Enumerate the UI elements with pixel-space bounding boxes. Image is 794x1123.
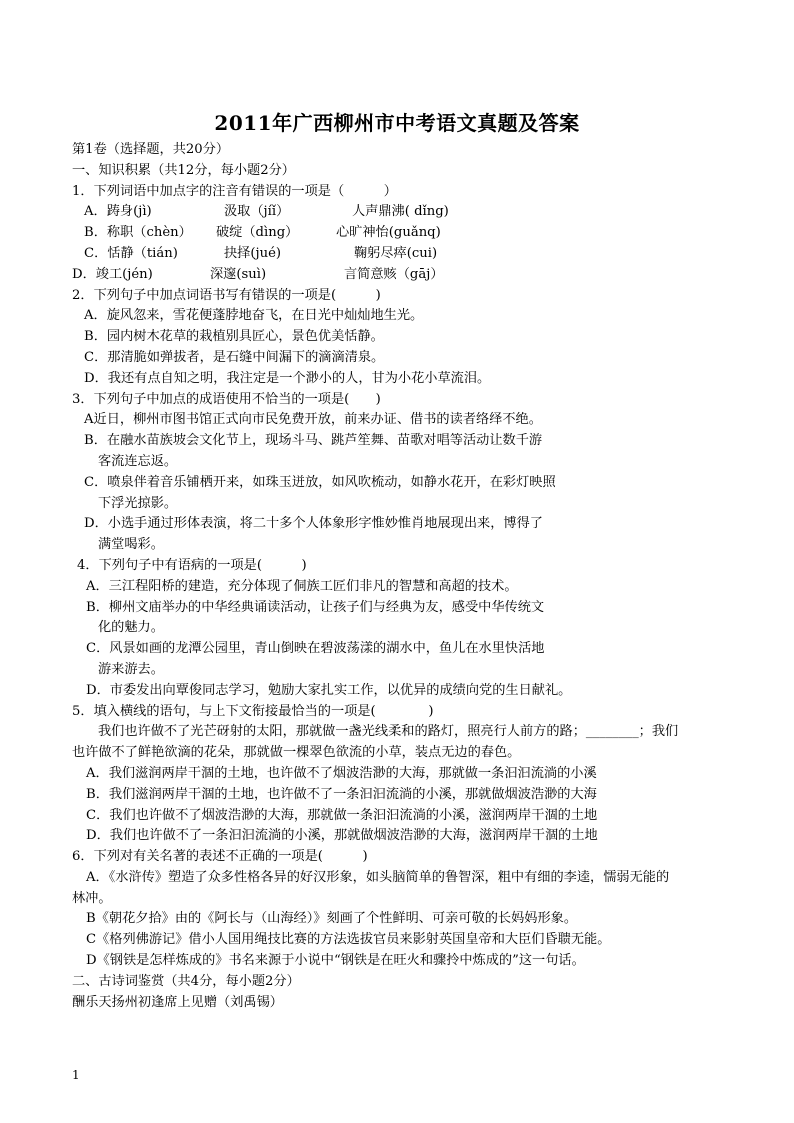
option-item: C．喷泉伴着音乐铺栖开来，如珠玉迸放，如风吹梳动，如静水花开，在彩灯映照 — [84, 474, 556, 490]
option-item: 抉择(jué) — [224, 245, 282, 261]
option-item: C．我们也许做不了烟波浩渺的大海，那就做一条汩汩流淌的小溪，滋润两岸干涸的土地 — [86, 807, 598, 823]
option-continuation: 下浮光掠影。 — [98, 495, 178, 511]
option-item: 人声鼎沸( dǐng) — [352, 204, 449, 220]
option-item: 破绽（dìng） — [216, 225, 299, 241]
section-header: 第1卷（选择题，共20分） — [72, 142, 230, 157]
question-3: 3．下列句子中加点的成语使用不恰当的一项是( ) — [72, 391, 381, 407]
question-1: 1．下列词语中加点字的注音有错误的一项是（ ） — [72, 183, 397, 199]
document-body — [72, 140, 722, 1013]
question-1-options-a — [72, 202, 722, 223]
question-1-options-c — [72, 244, 722, 265]
option-item: 汲取（jíǐ） — [224, 204, 290, 220]
option-continuation: 游来游去。 — [98, 661, 164, 677]
option-continuation: 满堂喝彩。 — [98, 537, 164, 553]
option-item: A．三江程阳桥的建造，充分体现了侗族工匠们非凡的智慧和高超的技术。 — [86, 578, 518, 594]
option-item: A．我们滋润两岸干涸的土地，也许做不了烟波浩渺的大海，那就做一条汩汩流淌的小溪 — [86, 765, 597, 781]
option-item: A．踌身(jì) — [84, 204, 152, 220]
section-header: 一、知识积累（共12分，每小题2分） — [72, 162, 295, 178]
option-item: D．竣工(jén) — [72, 266, 153, 282]
option-item: B．园内树木花草的栽植别具匠心，景色优美恬静。 — [84, 329, 384, 345]
option-item: C《格列佛游记》借小人国用绳技比赛的方法选拔官员来影射英国皇帝和大臣们昏聩无能。 — [86, 932, 611, 948]
option-item: D《钢铁是怎样炼成的》书名来源于小说中“钢铁是在旺火和骤拎中炼成的”这一句话。 — [86, 953, 585, 969]
option-item: B．称职（chèn） — [84, 225, 192, 241]
option-item: C．那清脆如弹拔者，是石缝中间漏下的滴滴清泉。 — [84, 349, 385, 365]
option-item: B．在融水苗族坡会文化节上，现场斗马、跳芦笙舞、苗歌对唱等活动让数千游 — [84, 433, 543, 449]
option-continuation: 客流连忘返。 — [98, 453, 178, 469]
question-1-options-b — [72, 223, 722, 244]
option-item: D．小选手通过形体表演，将二十多个人体象形字惟妙惟肖地展现出来，博得了 — [84, 516, 543, 532]
page-number: 1 — [72, 1068, 80, 1082]
option-item: C．风景如画的龙潭公园里，青山倒映在碧波荡漾的湖水中，鱼儿在水里快活地 — [86, 641, 545, 657]
option-item: B．柳州文庙举办的中华经典诵读活动，让孩子们与经典为友，感受中华传统文 — [86, 599, 545, 615]
option-item: 深邃(suì) — [210, 266, 267, 282]
poem-title: 酬乐天扬州初逢席上见赠（刘禹锡） — [72, 994, 283, 1010]
option-item: 心旷神怡(guǎnq) — [336, 225, 441, 241]
question-5: 5．填入横线的语句，与上下文衔接最恰当的一项是( ) — [72, 703, 434, 719]
option-continuation: 化的魅力。 — [98, 620, 164, 636]
option-item: 言简意赅（gāj） — [344, 266, 444, 282]
option-item: A．旋风忽来，雪花便蓬脖地奋飞，在日光中灿灿地生光。 — [84, 308, 424, 324]
option-item: A．《水浒传》塑造了众多性格各异的好汉形象，如头脑简单的鲁智深，粗中有细的李逵，懦弱无能的 — [86, 869, 670, 885]
section-header: 二、古诗词鉴赏（共4分，每小题2分） — [72, 973, 300, 989]
document-title: 2011年广西柳州市中考语文真题及答案 — [214, 111, 580, 135]
passage-text: 我们也许做不了光芒砑射的太阳，那就做一盏光线柔和的路灯，照亮行人前方的路；________；我们 — [98, 724, 679, 740]
question-4: 4．下列句子中有语病的一项是( ) — [77, 557, 307, 573]
option-item: D．市委发出向覃俊同志学习，勉励大家扎实工作，以优异的成绩向党的生日献礼。 — [86, 682, 572, 698]
question-1-options-d — [72, 265, 722, 286]
question-2: 2．下列句子中加点词语书写有错误的一项是( ) — [72, 287, 381, 303]
option-item: A近日，柳州市图书馆正式向市民免费开放，前来办证、借书的读者络绎不绝。 — [84, 412, 542, 428]
option-item: C．恬静（tián) — [84, 245, 178, 261]
option-item: 鞠躬尽瘁(cui) — [354, 245, 438, 261]
option-item: B《朝花夕拾》由的《阿长与（山海经）》刻画了个性鲜明、可亲可敬的长妈妈形象。 — [86, 911, 578, 927]
passage-text: 也许做不了鲜艳欲滴的花朵，那就做一棵翠色欲流的小草，装点无边的春色。 — [72, 745, 521, 761]
option-item: B．我们滋润两岸干涸的土地，也许做不了一条汩汩流淌的小溪，那就做烟波浩渺的大海 — [86, 786, 597, 802]
option-item: D．我还有点自知之明，我注定是一个渺小的人，甘为小花小草流泪。 — [84, 370, 491, 386]
option-continuation: 林冲。 — [72, 890, 112, 906]
question-6: 6．下列对有关名著的表述不正确的一项是( ) — [72, 849, 368, 865]
option-item: D．我们也许做不了一条汩汩流淌的小溪，那就做烟波浩渺的大海，滋润两岸干涸的土地 — [86, 828, 598, 844]
